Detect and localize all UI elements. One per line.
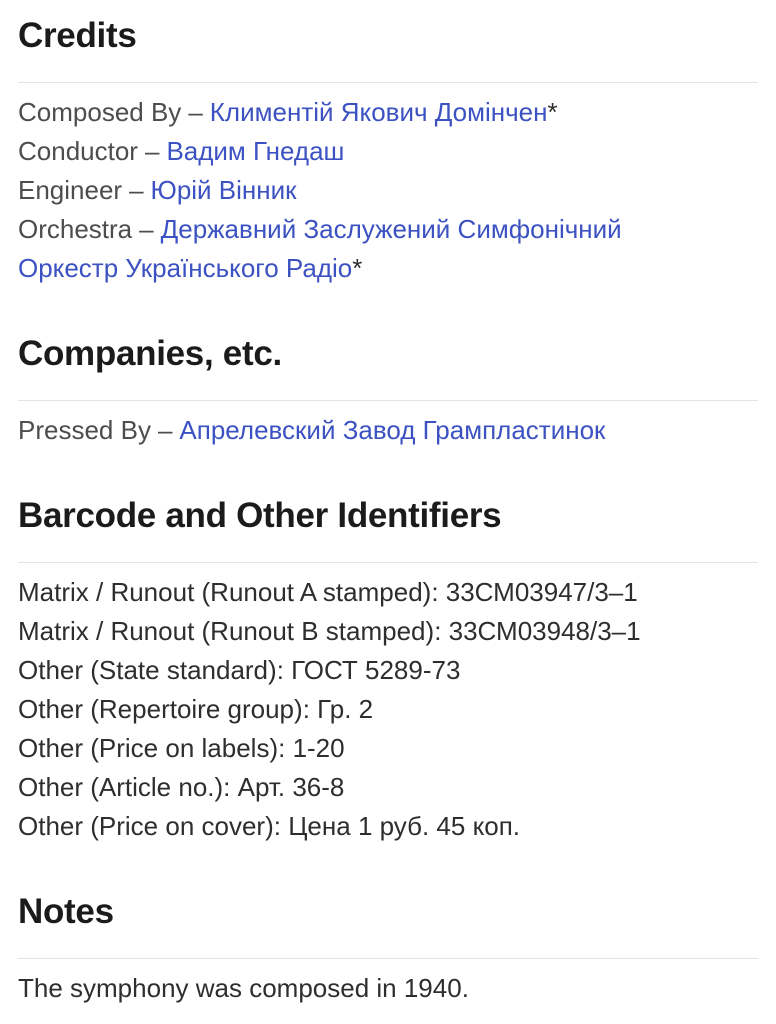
credits-list: [18, 93, 680, 288]
credit-role-label: Orchestra: [18, 214, 133, 244]
identifier-value: 33СМ03947/3–1: [445, 577, 638, 607]
name-variation-asterisk: *: [547, 97, 558, 127]
credit-row: [18, 210, 680, 288]
identifier-row: [18, 690, 758, 729]
identifier-colon: :: [223, 772, 238, 802]
credit-entity-link[interactable]: Апрелевский Завод Грампластинок: [179, 415, 606, 445]
credit-entity-link[interactable]: Державний Заслужений Симфонічний Оркестр Українського Радіо: [18, 214, 622, 283]
section-companies: [18, 332, 758, 450]
credit-row: [18, 411, 680, 450]
section-credits: [18, 14, 758, 288]
identifier-label: Other (Repertoire group): [18, 694, 303, 724]
release-details-page: [18, 14, 758, 1008]
identifier-label: Other (Price on cover): [18, 811, 274, 841]
identifier-value: Арт. 36-8: [237, 772, 345, 802]
identifier-value: Цена 1 руб. 45 коп.: [288, 811, 520, 841]
identifier-label: Other (Article no.): [18, 772, 224, 802]
credit-row: [18, 171, 680, 210]
notes-text: The symphony was composed in 1940.: [18, 973, 469, 1003]
credits-title: Credits: [18, 16, 137, 55]
credit-role-label: Composed By: [18, 97, 182, 127]
credit-row: [18, 132, 680, 171]
identifier-label: Matrix / Runout (Runout A stamped): [18, 577, 432, 607]
identifier-colon: :: [278, 733, 293, 763]
identifiers-title: Barcode and Other Identifiers: [18, 496, 502, 535]
credit-entity-link[interactable]: Вадим Гнедаш: [166, 136, 345, 166]
section-identifiers: [18, 494, 758, 846]
credit-row: [18, 93, 680, 132]
credit-separator-dash: –: [157, 415, 173, 445]
identifier-value: Гр. 2: [317, 694, 374, 724]
identifier-row: [18, 612, 758, 651]
identifier-value: 33СМ03948/3–1: [448, 616, 641, 646]
section-divider: [18, 82, 758, 83]
identifier-value: 1-20: [292, 733, 345, 763]
identifier-value: ГОСТ 5289-73: [291, 655, 461, 685]
section-divider: [18, 562, 758, 563]
credit-separator-dash: –: [129, 175, 144, 205]
credit-separator-dash: –: [144, 136, 160, 166]
credit-role-label: Pressed By: [18, 415, 151, 445]
identifier-colon: :: [302, 694, 318, 724]
section-divider: [18, 400, 758, 401]
notes-title: Notes: [18, 892, 114, 931]
companies-list: [18, 411, 680, 450]
identifier-row: [18, 768, 758, 807]
identifier-row: [18, 573, 758, 612]
credit-separator-dash: –: [188, 97, 203, 127]
identifier-colon: :: [431, 577, 446, 607]
credit-entity-link[interactable]: Климентій Якович Домінчен: [209, 97, 548, 127]
identifier-colon: :: [434, 616, 449, 646]
identifier-colon: :: [273, 811, 289, 841]
credit-role-label: Conductor: [18, 136, 138, 166]
identifier-row: [18, 807, 758, 846]
identifier-label: Other (Price on labels): [18, 733, 279, 763]
credit-separator-dash: –: [139, 214, 154, 244]
identifier-label: Matrix / Runout (Runout B stamped): [18, 616, 435, 646]
credit-entity-link[interactable]: Юрій Вінник: [150, 175, 297, 205]
identifier-colon: :: [276, 655, 292, 685]
credit-role-label: Engineer: [18, 175, 123, 205]
identifier-row: [18, 651, 758, 690]
identifiers-list: [18, 573, 758, 846]
identifier-row: [18, 729, 758, 768]
companies-title: Companies, etc.: [18, 334, 282, 373]
identifier-label: Other (State standard): [18, 655, 277, 685]
name-variation-asterisk: *: [352, 253, 363, 283]
section-divider: [18, 958, 758, 959]
section-notes: [18, 890, 758, 1008]
